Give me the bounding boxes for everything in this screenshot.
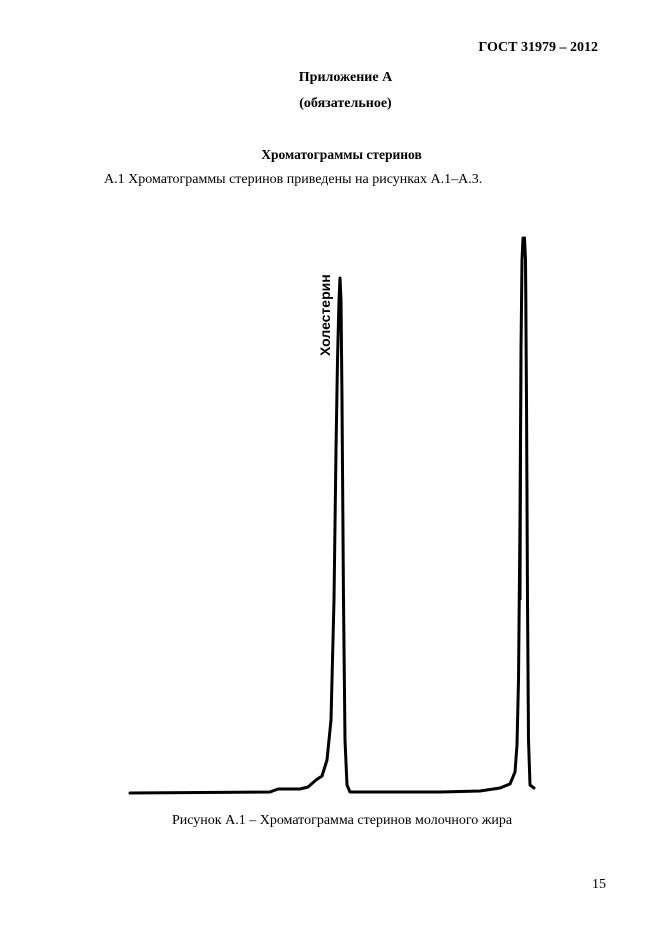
chromatogram-trace-thickening: [521, 245, 529, 700]
figure-caption: Рисунок А.1 – Хроматограмма стеринов молочного жира: [172, 813, 513, 828]
intro-paragraph: А.1 Хроматограммы стеринов приведены на рисунках А.1–А.3.: [104, 172, 483, 187]
section-title: Хроматограммы стеринов: [261, 147, 422, 162]
document-standard-number: ГОСТ 31979 – 2012: [478, 40, 598, 55]
page-number: 15: [592, 877, 606, 892]
peak-label-cholesterol: Холестерин: [317, 274, 333, 356]
appendix-subtitle: (обязательное): [299, 96, 392, 111]
appendix-title: Приложение А: [298, 70, 393, 85]
